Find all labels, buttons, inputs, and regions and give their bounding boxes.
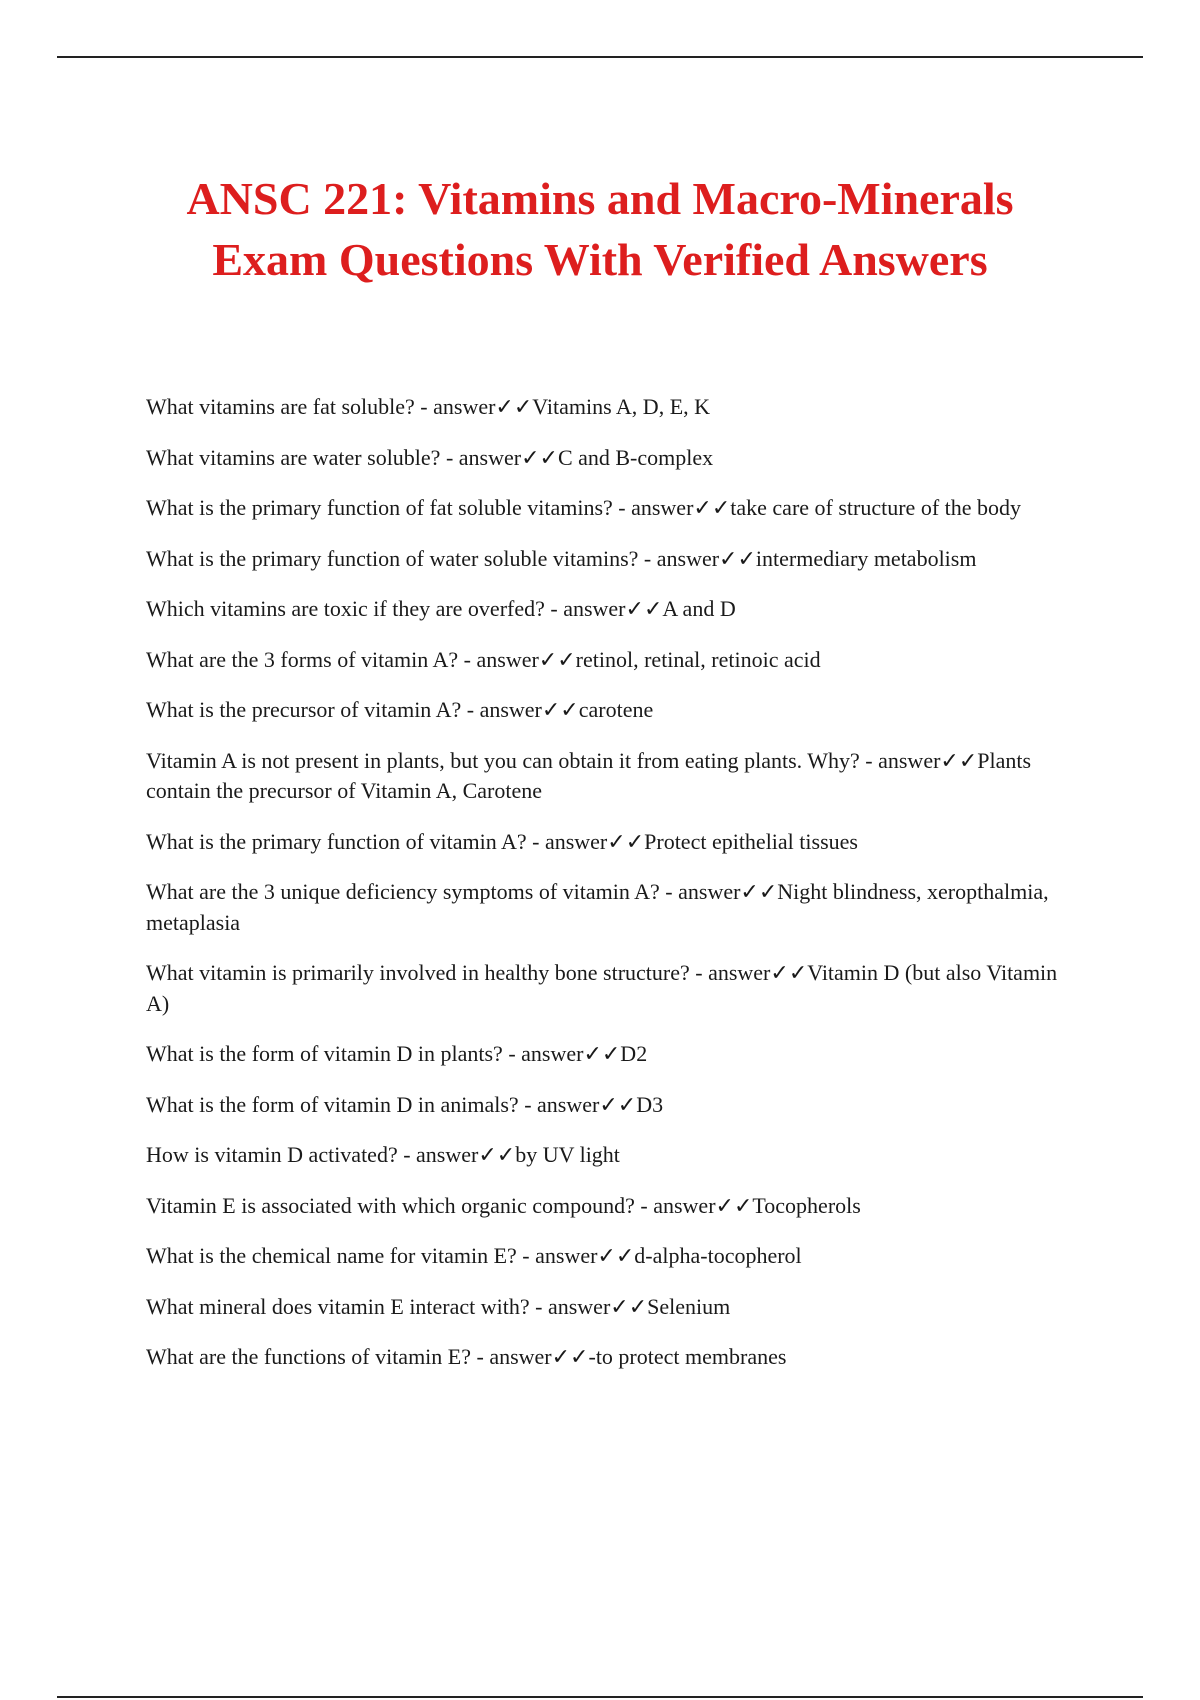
qa-item: What is the primary function of fat soluble vitamins? - answer✓✓take care of structure of the body bbox=[146, 495, 1022, 520]
qa-item: What are the functions of vitamin E? - answer✓✓-to protect membranes bbox=[146, 1344, 787, 1369]
title-line-1: ANSC 221: Vitamins and Macro-Minerals bbox=[186, 173, 1014, 224]
qa-item: Which vitamins are toxic if they are overfed? - answer✓✓A and D bbox=[146, 596, 736, 621]
qa-item: What are the 3 forms of vitamin A? - answer✓✓retinol, retinal, retinoic acid bbox=[146, 646, 821, 672]
qa-item: What is the form of vitamin D in animals? - answer✓✓D3 bbox=[146, 1091, 664, 1117]
title-line-2: Exam Questions With Verified Answers bbox=[212, 234, 988, 285]
qa-item: Vitamin A is not present in plants, but you can obtain it from eating plants. Why? - answer✓✓Plants contain the precursor of Vitamin A, Carotene bbox=[146, 747, 1032, 803]
document-title bbox=[120, 168, 1080, 290]
bottom-rule bbox=[57, 1696, 1143, 1698]
qa-item: What is the primary function of vitamin A? - answer✓✓Protect epithelial tissues bbox=[146, 828, 858, 854]
qa-item: What is the precursor of vitamin A? - answer✓✓carotene bbox=[146, 697, 654, 722]
qa-item: What vitamins are fat soluble? - answer✓✓Vitamins A, D, E, K bbox=[146, 394, 711, 419]
qa-item: What vitamin is primarily involved in healthy bone structure? - answer✓✓Vitamin D (but also Vitamin A) bbox=[146, 960, 1058, 1016]
top-rule bbox=[57, 56, 1143, 58]
qa-item: What is the form of vitamin D in plants? - answer✓✓D2 bbox=[146, 1041, 648, 1066]
qa-item: What are the 3 unique deficiency symptoms of vitamin A? - answer✓✓Night blindness, xeropthalmia, metaplasia bbox=[146, 879, 1049, 935]
qa-item: Vitamin E is associated with which organic compound? - answer✓✓Tocopherols bbox=[146, 1192, 861, 1218]
qa-item: How is vitamin D activated? - answer✓✓by UV light bbox=[146, 1142, 620, 1167]
qa-item: What mineral does vitamin E interact with? - answer✓✓Selenium bbox=[146, 1293, 731, 1319]
qa-item: What is the chemical name for vitamin E? - answer✓✓d-alpha-tocopherol bbox=[146, 1243, 802, 1268]
qa-item: What is the primary function of water soluble vitamins? - answer✓✓intermediary metabolism bbox=[146, 545, 977, 571]
qa-list bbox=[146, 392, 1071, 1393]
qa-item: What vitamins are water soluble? - answer✓✓C and B-complex bbox=[146, 444, 714, 470]
